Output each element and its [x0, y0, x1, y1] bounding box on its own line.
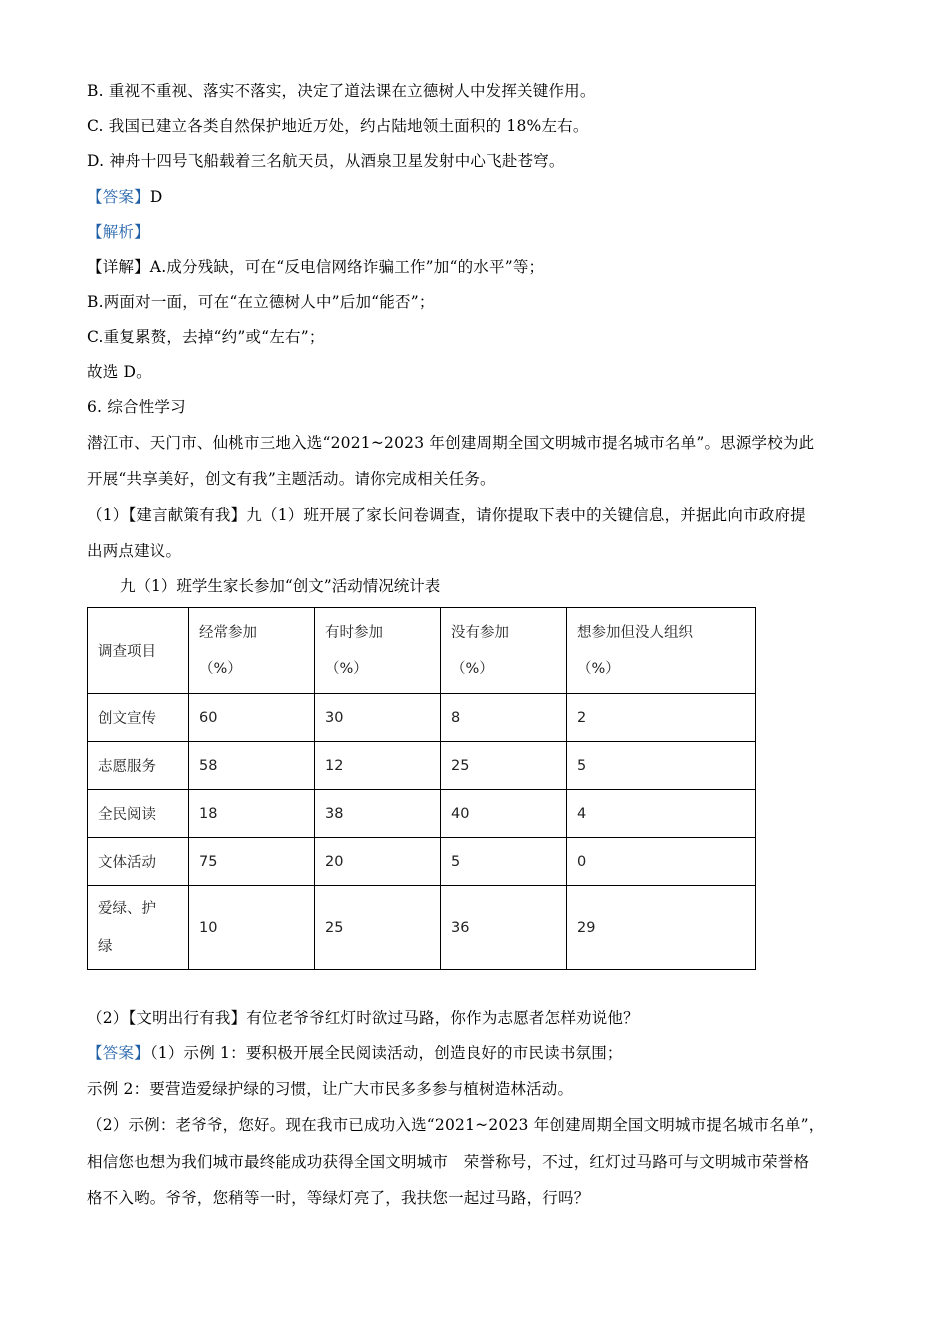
question-6-intro-2: 开展“共享美好，创文有我”主题活动。请你完成相关任务。 [87, 470, 496, 488]
answer-2-line-3: 格不入哟。爷爷，您稍等一时，等绿灯亮了，我扶您一起过马路，行吗？ [87, 1189, 590, 1207]
cell-value: 18 [189, 790, 315, 838]
cell-value: 5 [441, 838, 567, 886]
question-6-intro-1: 潜江市、天门市、仙桃市三地入选“2021~2023 年创建周期全国文明城市提名城市名单”。思源学校为此 [87, 434, 815, 452]
table-row [88, 886, 756, 970]
header-col-wanted: 想参加但没人组织 （%） [567, 608, 756, 694]
answer-tag: 【答案】 [87, 1044, 150, 1062]
choice-conclusion: 故选 D。 [87, 363, 152, 381]
cell-value: 25 [315, 886, 441, 970]
cell-value: 36 [441, 886, 567, 970]
option-c-text: C. 我国已建立各类自然保护地近万处，约占陆地领土面积的 18%左右。 [87, 117, 589, 135]
cell-value: 29 [567, 886, 756, 970]
row-label: 文体活动 [88, 838, 189, 886]
detail-a-text: 【详解】A.成分残缺，可在“反电信网络诈骗工作”加“的水平”等； [87, 258, 545, 276]
cell-value: 40 [441, 790, 567, 838]
row-label: 创文宣传 [88, 694, 189, 742]
analysis-tag: 【解析】 [87, 223, 150, 241]
answer-example-2: 示例 2：要营造爱绿护绿的习惯，让广大市民多多参与植树造林活动。 [87, 1080, 574, 1098]
row-label: 志愿服务 [88, 742, 189, 790]
table-row [88, 694, 756, 742]
header-item: 调查项目 [88, 608, 189, 694]
header-col-often: 经常参加 （%） [189, 608, 315, 694]
question-6-title: 6. 综合性学习 [87, 398, 186, 416]
option-b-text: B. 重视不重视、落实不落实，决定了道法课在立德树人中发挥关键作用。 [87, 82, 596, 100]
table-row [88, 790, 756, 838]
cell-value: 75 [189, 838, 315, 886]
cell-value: 4 [567, 790, 756, 838]
table-caption: 九（1）班学生家长参加“创文”活动情况统计表 [120, 577, 441, 595]
cell-value: 25 [441, 742, 567, 790]
cell-value: 5 [567, 742, 756, 790]
sub-question-1-line-1: （1）【建言献策有我】九（1）班开展了家长问卷调查，请你提取下表中的关键信息，并据此向市政府提 [87, 506, 806, 524]
answer-line [87, 187, 162, 207]
table-row [88, 838, 756, 886]
answer-2-line-1: （2）示例：老爷爷，您好。现在我市已成功入选“2021~2023 年创建周期全国文明城市提名城市名单”， [87, 1116, 825, 1134]
detail-c-text: C.重复累赘，去掉“约”或“左右”； [87, 328, 325, 346]
table-row [88, 742, 756, 790]
detail-b-text: B.两面对一面，可在“在立德树人中”后加“能否”； [87, 293, 435, 311]
answer-example-1: （1）示例 1：要积极开展全民阅读活动，创造良好的市民读书氛围； [149, 1044, 623, 1062]
answer-tag: 【答案】 [87, 188, 150, 206]
header-col-sometimes: 有时参加 （%） [315, 608, 441, 694]
cell-value: 0 [567, 838, 756, 886]
answer-1-line [87, 1043, 623, 1063]
cell-value: 60 [189, 694, 315, 742]
cell-value: 20 [315, 838, 441, 886]
sub-question-2: （2）【文明出行有我】有位老爷爷红灯时欲过马路，你作为志愿者怎样劝说他？ [87, 1009, 639, 1027]
option-d-text: D. 神舟十四号飞船载着三名航天员，从酒泉卫星发射中心飞赴苍穹。 [87, 152, 565, 170]
statistics-table [87, 607, 756, 970]
row-label: 爱绿、护 绿 [88, 886, 189, 970]
cell-value: 10 [189, 886, 315, 970]
cell-value: 12 [315, 742, 441, 790]
sub-question-1-line-2: 出两点建议。 [87, 542, 182, 560]
cell-value: 8 [441, 694, 567, 742]
row-label: 全民阅读 [88, 790, 189, 838]
answer-value: D [149, 188, 163, 206]
header-col-never: 没有参加 （%） [441, 608, 567, 694]
table-header-row [88, 608, 756, 694]
cell-value: 2 [567, 694, 756, 742]
cell-value: 38 [315, 790, 441, 838]
cell-value: 58 [189, 742, 315, 790]
answer-2-line-2: 相信您也想为我们城市最终能成功获得全国文明城市 荣誉称号，不过，红灯过马路可与文明城市荣誉格 [87, 1153, 810, 1171]
cell-value: 30 [315, 694, 441, 742]
